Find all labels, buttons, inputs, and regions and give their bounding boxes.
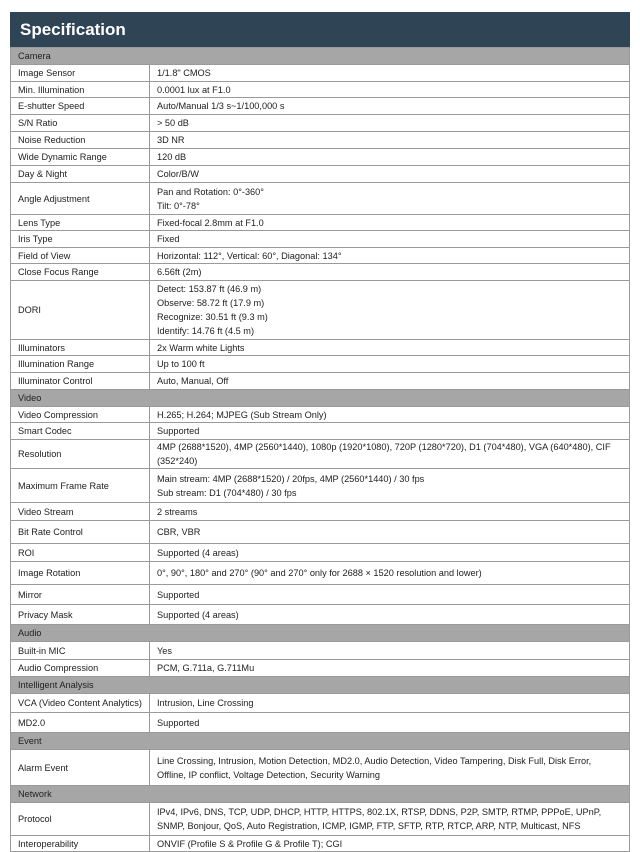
spec-value-line: 2 streams xyxy=(157,506,198,517)
section-title: Event xyxy=(11,733,630,750)
spec-value-line: Tilt: 0°-78° xyxy=(157,200,200,211)
spec-label: Close Focus Range xyxy=(11,264,150,281)
spec-label: Field of View xyxy=(11,248,150,264)
spec-value-line: Supported (4 areas) xyxy=(157,609,239,620)
spec-value-line: Up to 100 ft xyxy=(157,359,205,369)
spec-value-line: > 50 dB xyxy=(157,118,189,128)
spec-value-line: H.265; H.264; MJPEG (Sub Stream Only) xyxy=(157,409,327,420)
spec-value xyxy=(150,166,630,183)
spec-label: MD2.0 xyxy=(11,713,150,733)
table-row xyxy=(11,65,630,82)
spec-value xyxy=(150,115,630,132)
spec-value-line: Main stream: 4MP (2688*1520) / 20fps, 4MP (2560*1440) / 30 fps xyxy=(157,473,425,484)
table-row xyxy=(11,407,630,423)
spec-value xyxy=(150,423,630,440)
spec-value xyxy=(150,183,630,215)
section-title: Camera xyxy=(11,48,630,65)
table-row xyxy=(11,281,630,340)
table-row xyxy=(11,440,630,469)
table-row xyxy=(11,82,630,98)
table-row xyxy=(11,642,630,660)
table-row xyxy=(11,356,630,373)
spec-value xyxy=(150,544,630,562)
spec-label: Resolution xyxy=(11,440,150,469)
table-row xyxy=(11,132,630,149)
table-row xyxy=(11,215,630,231)
spec-value-line: Supported xyxy=(157,426,200,436)
table-row xyxy=(11,713,630,733)
spec-value-line: PCM, G.711a, G.711Mu xyxy=(157,663,255,673)
spec-label: Angle Adjustment xyxy=(11,183,150,215)
spec-value-line: Identify: 14.76 ft (4.5 m) xyxy=(157,326,255,336)
spec-value xyxy=(150,132,630,149)
spec-label: Lens Type xyxy=(11,215,150,231)
spec-value-line: 0.0001 lux at F1.0 xyxy=(157,84,231,95)
spec-label: Privacy Mask xyxy=(11,605,150,625)
table-row xyxy=(11,248,630,264)
spec-value xyxy=(150,713,630,733)
section-header xyxy=(11,625,630,642)
spec-value-line: Fixed-focal 2.8mm at F1.0 xyxy=(157,217,264,228)
spec-value-line: Detect: 153.87 ft (46.9 m) xyxy=(157,284,262,294)
spec-value-line: ONVIF (Profile S & Profile G & Profile T); CGI xyxy=(157,838,343,849)
spec-value xyxy=(150,98,630,115)
spec-value xyxy=(150,356,630,373)
spec-label: Min. Illumination xyxy=(11,82,150,98)
spec-value xyxy=(150,585,630,605)
table-row xyxy=(11,660,630,677)
spec-label: Smart Codec xyxy=(11,423,150,440)
spec-value-line: IPv4, IPv6, DNS, TCP, UDP, DHCP, HTTP, HTTPS, 802.1X, RTSP, DDNS, P2P, SMTP, RTMP, PPPoE, UPnP, SNMP, Bonjour, QoS, Auto Registration, ICMP, IGMP, FTP, SFTP, RTP, RTCP, ARP, NTP, Multicast, NFS xyxy=(157,807,602,831)
spec-value-line: Supported xyxy=(157,717,200,728)
spec-value xyxy=(150,373,630,390)
spec-label: Audio Compression xyxy=(11,660,150,677)
spec-value-line: 1/1.8" CMOS xyxy=(157,68,211,78)
spec-value-line: 2x Warm white Lights xyxy=(157,342,245,353)
spec-label: Image Sensor xyxy=(11,65,150,82)
spec-value xyxy=(150,521,630,544)
section-title: Intelligent Analysis xyxy=(11,677,630,694)
spec-value-line: 120 dB xyxy=(157,152,187,162)
spec-value-line: 3D NR xyxy=(157,135,185,145)
spec-value-line: Fixed xyxy=(157,234,180,244)
table-row xyxy=(11,562,630,585)
spec-label: Image Rotation xyxy=(11,562,150,585)
spec-label: Illumination Range xyxy=(11,356,150,373)
section-title: Video xyxy=(11,390,630,407)
spec-value xyxy=(150,803,630,836)
spec-value-line: Supported (4 areas) xyxy=(157,547,239,558)
spec-value-line: CBR, VBR xyxy=(157,527,201,537)
spec-label: Mirror xyxy=(11,585,150,605)
spec-label: Wide Dynamic Range xyxy=(11,149,150,166)
spec-value xyxy=(150,407,630,423)
spec-label: VCA (Video Content Analytics) xyxy=(11,694,150,713)
spec-value xyxy=(150,248,630,264)
section-title: Audio xyxy=(11,625,630,642)
table-row xyxy=(11,503,630,521)
section-header xyxy=(11,786,630,803)
spec-value xyxy=(150,469,630,503)
table-row xyxy=(11,115,630,132)
table-row xyxy=(11,694,630,713)
spec-value xyxy=(150,215,630,231)
spec-label: Interoperability xyxy=(11,836,150,852)
table-row xyxy=(11,750,630,786)
spec-label: Illuminators xyxy=(11,340,150,356)
spec-label: Video Stream xyxy=(11,503,150,521)
spec-label: Alarm Event xyxy=(11,750,150,786)
spec-label: Noise Reduction xyxy=(11,132,150,149)
spec-label: Video Compression xyxy=(11,407,150,423)
table-row xyxy=(11,166,630,183)
section-header xyxy=(11,733,630,750)
spec-label: DORI xyxy=(11,281,150,340)
spec-value xyxy=(150,231,630,248)
spec-value-line: 4MP (2688*1520), 4MP (2560*1440), 1080p (1920*1080), 720P (1280*720), D1 (704*480), VGA (640*480), CIF (352*240) xyxy=(157,442,611,466)
spec-value xyxy=(150,340,630,356)
spec-value-line: Yes xyxy=(157,645,172,656)
table-row xyxy=(11,423,630,440)
spec-value-line: Sub stream: D1 (704*480) / 30 fps xyxy=(157,487,297,498)
spec-value xyxy=(150,503,630,521)
spec-label: Illuminator Control xyxy=(11,373,150,390)
spec-value xyxy=(150,281,630,340)
spec-value-line: Pan and Rotation: 0°-360° xyxy=(157,186,264,197)
spec-label: Protocol xyxy=(11,803,150,836)
spec-value xyxy=(150,149,630,166)
spec-label: E-shutter Speed xyxy=(11,98,150,115)
table-row xyxy=(11,585,630,605)
spec-value-line: Observe: 58.72 ft (17.9 m) xyxy=(157,298,265,308)
table-row xyxy=(11,231,630,248)
spec-value-line: Intrusion, Line Crossing xyxy=(157,698,254,708)
spec-label: Day & Night xyxy=(11,166,150,183)
table-row xyxy=(11,544,630,562)
spec-value xyxy=(150,836,630,852)
spec-value-line: Auto, Manual, Off xyxy=(157,376,229,386)
table-row xyxy=(11,605,630,625)
spec-value xyxy=(150,65,630,82)
section-header xyxy=(11,390,630,407)
table-row xyxy=(11,340,630,356)
spec-value xyxy=(150,642,630,660)
spec-value-line: Line Crossing, Intrusion, Motion Detection, MD2.0, Audio Detection, Video Tampering, Disk Full, Disk Error, Offline, IP conflict, Voltage Detection, Security Warning xyxy=(157,755,592,780)
table-row xyxy=(11,98,630,115)
section-title: Network xyxy=(11,786,630,803)
table-row xyxy=(11,149,630,166)
table-row xyxy=(11,264,630,281)
spec-label: Iris Type xyxy=(11,231,150,248)
page-title: Specification xyxy=(10,12,630,47)
table-row xyxy=(11,373,630,390)
spec-value-line: 0°, 90°, 180° and 270° (90° and 270° only for 2688 × 1520 resolution and lower) xyxy=(157,568,482,578)
spec-value xyxy=(150,660,630,677)
spec-value-line: Auto/Manual 1/3 s~1/100,000 s xyxy=(157,101,285,111)
spec-value xyxy=(150,82,630,98)
spec-value-line: Horizontal: 112°, Vertical: 60°, Diagonal: 134° xyxy=(157,250,342,261)
spec-label: S/N Ratio xyxy=(11,115,150,132)
spec-label: Built-in MIC xyxy=(11,642,150,660)
section-header xyxy=(11,677,630,694)
table-row xyxy=(11,836,630,852)
spec-label: Bit Rate Control xyxy=(11,521,150,544)
spec-value xyxy=(150,264,630,281)
spec-value xyxy=(150,750,630,786)
spec-label: ROI xyxy=(11,544,150,562)
table-row xyxy=(11,183,630,215)
table-row xyxy=(11,521,630,544)
spec-table xyxy=(10,47,630,852)
spec-value-line: Supported xyxy=(157,589,200,600)
spec-value xyxy=(150,440,630,469)
spec-value-line: 6.56ft (2m) xyxy=(157,267,202,277)
table-row xyxy=(11,469,630,503)
spec-value-line: Color/B/W xyxy=(157,169,199,179)
spec-value-line: Recognize: 30.51 ft (9.3 m) xyxy=(157,312,268,322)
spec-value xyxy=(150,605,630,625)
spec-value xyxy=(150,694,630,713)
table-row xyxy=(11,803,630,836)
spec-value xyxy=(150,562,630,585)
spec-label: Maximum Frame Rate xyxy=(11,469,150,503)
section-header xyxy=(11,48,630,65)
spec-sheet xyxy=(10,12,630,852)
